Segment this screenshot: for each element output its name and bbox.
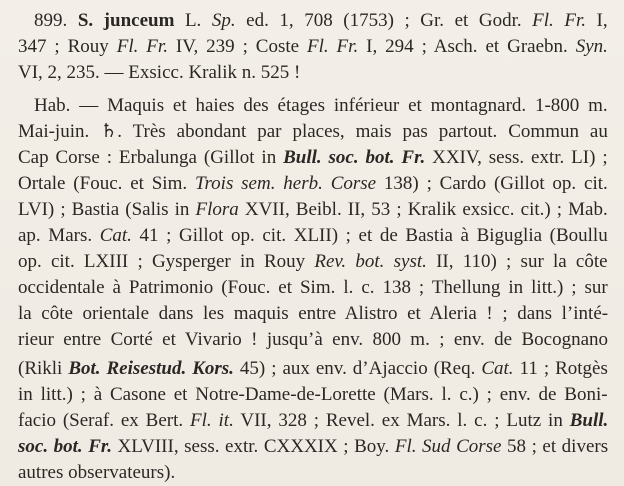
text-run: la côte orientale dans les maquis entre Alistro et Aleria ! ; dans l’inté- — [18, 303, 609, 324]
text-run: XXIV, sess. extr. LI) ; — [425, 147, 608, 168]
citation-run: Bull. soc. bot. Fr. — [283, 147, 426, 168]
text-run: in litt.) ; à Casone et Notre-Dame-de-Lorette (Mars. l. c.) ; env. de Boni- — [18, 384, 608, 405]
text-run: rieur entre Corté et Vivario ! jusqu’à env. 800 m. ; env. de Bocognano — [18, 329, 609, 350]
text-run: 58 ; et divers — [501, 436, 609, 457]
citation-run: Bull. — [569, 410, 609, 431]
text-line — [18, 408, 608, 434]
text-run: ap. Mars. — [18, 225, 100, 246]
text-run: occidentale à Patrimonio (Fouc. et Sim. l. c. 138 ; Thellung in litt.) ; sur — [18, 277, 608, 298]
citation-run: Bot. Reisestud. Kors. — [68, 358, 234, 379]
text-run: 41 ; Gillot op. cit. XLII) ; et de Bastia à Biguglia (Boullu — [131, 225, 608, 246]
text-line — [18, 460, 175, 486]
text-run: 45) ; aux env. d’Ajaccio (Req. — [233, 358, 482, 379]
text-run: LVI) ; Bastia (Salis in — [18, 199, 196, 220]
text-run: facio (Seraf. ex Bert. — [18, 410, 191, 431]
citation-run: Syn. — [575, 36, 608, 57]
citation-run: Trois sem. herb. Corse — [194, 173, 377, 194]
text-run: op. cit. LXIII ; Gysperger in Rouy — [18, 251, 315, 272]
text-run: 11 ; Rotgès — [513, 358, 608, 379]
text-run: 899. — [34, 10, 78, 31]
text-run: Mai-juin. — [18, 121, 101, 142]
text-line — [18, 249, 608, 275]
text-run: L. — [174, 10, 212, 31]
text-line — [18, 171, 608, 197]
text-run: 138) ; Cardo (Gillot op. cit. — [376, 173, 608, 194]
text-run: II, 110) ; sur la côte — [426, 251, 608, 272]
text-run: Hab. — Maquis et haies des étages inférieur et montagnard. 1-800 m. — [34, 95, 608, 116]
citation-run: Fl. Fr. — [116, 36, 168, 57]
text-line — [18, 434, 608, 460]
text-line — [18, 301, 608, 327]
text-line — [18, 34, 608, 60]
text-line — [18, 356, 608, 382]
text-line — [34, 8, 608, 34]
text-run: Cap Corse : Erbalunga (Gillot in — [18, 147, 284, 168]
text-run: . Très abondant par places, mais pas partout. Commun au — [117, 121, 608, 142]
text-line — [18, 327, 608, 353]
text-run: autres observateurs). — [18, 462, 176, 483]
text-line — [18, 382, 608, 408]
text-line — [34, 93, 608, 119]
text-line — [18, 145, 608, 171]
text-run: Ortale (Fouc. et Sim. — [18, 173, 195, 194]
citation-run: Flora — [195, 199, 239, 220]
text-run: 347 ; Rouy — [18, 36, 117, 57]
citation-run: Cat. — [99, 225, 132, 246]
citation-run: Rev. bot. syst. — [314, 251, 427, 272]
citation-run: Fl. Fr. — [532, 10, 586, 31]
citation-run: soc. bot. Fr. — [18, 436, 112, 457]
citation-run: Fl. Fr. — [307, 36, 359, 57]
text-line — [18, 60, 300, 86]
text-run: XLVIII, sess. extr. CXXXIX ; Boy. — [111, 436, 395, 457]
text-line — [18, 119, 608, 145]
text-line — [18, 275, 608, 301]
text-run: IV, 239 ; Coste — [167, 36, 307, 57]
text-run: VII, 328 ; Revel. ex Mars. l. c. ; Lutz in — [233, 410, 570, 431]
text-line — [18, 223, 608, 249]
citation-run: Cat. — [481, 358, 514, 379]
text-run: XVII, Beibl. II, 53 ; Kralik exsicc. cit.) ; Mab. — [238, 199, 608, 220]
citation-run: Fl. Sud Corse — [394, 436, 502, 457]
text-run: I, — [586, 10, 608, 31]
text-run: I, 294 ; Asch. et Graebn. — [358, 36, 576, 57]
citation-run: S. junceum — [77, 10, 175, 31]
text-run: (Rikli — [18, 358, 69, 379]
text-run: ed. 1, 708 (1753) ; Gr. et Godr. — [235, 10, 533, 31]
text-run: ♄ — [100, 121, 118, 142]
citation-run: Fl. it. — [190, 410, 234, 431]
text-run: VI, 2, 235. — Exsicc. Kralik n. 525 ! — [18, 62, 301, 83]
text-line — [18, 197, 608, 223]
citation-run: Sp. — [211, 10, 236, 31]
